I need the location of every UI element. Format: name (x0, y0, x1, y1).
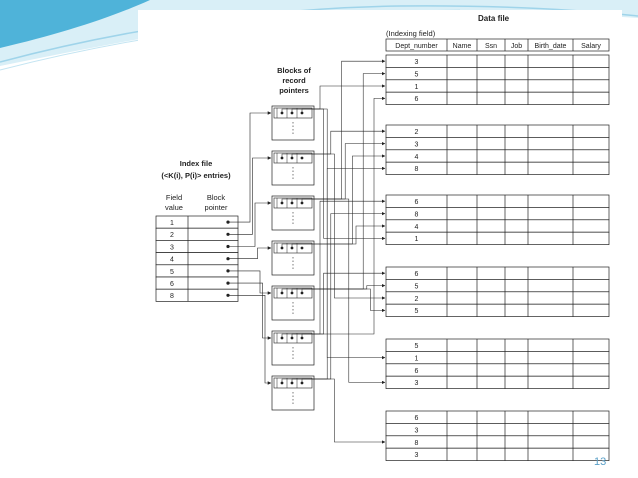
data-file-block (386, 339, 609, 389)
record-pointer-block (272, 106, 314, 140)
index-file-title: Index file (179, 159, 213, 168)
index-to-block-arrow (228, 295, 271, 383)
index-field-value: 2 (170, 232, 174, 240)
index-entry-row (156, 289, 238, 301)
data-file-block (386, 55, 609, 105)
data-record-row (386, 267, 609, 279)
index-entry-row (156, 265, 238, 277)
index-entry-row (156, 240, 238, 252)
dept-number-value: 2 (414, 295, 419, 303)
data-file-column-header: Birth_date (534, 43, 567, 50)
dept-number-value: 5 (414, 283, 419, 291)
block-pointer-header-1: Block (206, 193, 226, 202)
index-entry-row (156, 277, 238, 289)
dept-number-value: 5 (414, 71, 419, 79)
data-record-row (386, 304, 609, 316)
index-field-value: 8 (170, 293, 174, 301)
data-record-row (386, 137, 609, 149)
dept-number-value: 1 (414, 236, 419, 244)
dept-number-value: 4 (414, 223, 419, 231)
data-record-row (386, 364, 609, 376)
dept-number-value: 6 (414, 415, 419, 422)
index-file-entries: (<K(i), P(i)> entries) (161, 171, 231, 180)
dept-number-value: 3 (414, 452, 419, 460)
data-record-row (386, 67, 609, 79)
record-pointer-block (272, 376, 314, 410)
blocks-title-3: pointers (279, 86, 309, 95)
dept-number-value: 8 (414, 211, 419, 219)
data-file-column-header: Name (452, 43, 472, 50)
blocks-title-1: Blocks of (277, 66, 311, 75)
index-entry-row (156, 216, 238, 228)
dept-number-value: 5 (414, 308, 419, 316)
field-value-header-1: Field (165, 193, 183, 202)
dept-number-value: 6 (414, 96, 419, 104)
data-record-row (386, 351, 609, 363)
data-file-block (386, 267, 609, 317)
data-record-row (386, 92, 609, 104)
field-value-header-2: value (165, 203, 183, 212)
record-pointer-arrow (302, 109, 385, 358)
dept-number-value: 1 (414, 83, 419, 91)
indexing-field-label: (Indexing field) (386, 29, 436, 38)
data-record-row (386, 423, 609, 435)
index-field-value: 5 (170, 268, 174, 276)
dept-number-value: 8 (414, 166, 419, 174)
page-number: 13 (594, 456, 607, 468)
data-record-row (386, 411, 609, 423)
dept-number-value: 4 (414, 153, 419, 161)
block-pointer-header-2: pointer (204, 203, 228, 212)
data-record-row (386, 125, 609, 137)
data-record-row (386, 339, 609, 351)
data-record-row (386, 207, 609, 219)
dept-number-value: 8 (414, 439, 419, 447)
diagram-canvas (138, 10, 622, 468)
record-pointer-arrow (302, 379, 385, 442)
dept-number-value: 1 (414, 355, 419, 363)
data-file (386, 39, 609, 461)
record-pointer-block (272, 331, 314, 365)
dept-number-value: 3 (414, 141, 419, 149)
indexing-diagram (138, 10, 622, 468)
data-record-row (386, 436, 609, 448)
record-pointer-block (272, 196, 314, 230)
record-pointer-arrow (302, 273, 385, 338)
data-record-row (386, 376, 609, 388)
data-file-block (386, 195, 609, 245)
index-field-value: 4 (170, 256, 174, 264)
record-pointer-block (272, 241, 314, 275)
dept-number-value: 3 (414, 380, 419, 388)
data-record-row (386, 162, 609, 174)
data-record-row (386, 220, 609, 232)
index-field-value: 1 (170, 220, 174, 227)
data-record-row (386, 55, 609, 67)
record-pointer-arrow (302, 289, 385, 310)
blocks-title-2: record (282, 76, 306, 85)
dept-number-value: 5 (414, 343, 419, 350)
record-pointer-arrow (302, 199, 385, 382)
index-entry-row (156, 253, 238, 265)
index-file-table (156, 216, 238, 301)
index-field-value: 6 (170, 281, 174, 288)
data-file-column-header: Salary (581, 43, 601, 50)
data-record-row (386, 80, 609, 92)
data-record-row (386, 292, 609, 304)
dept-number-value: 6 (414, 367, 419, 375)
index-entry-row (156, 228, 238, 240)
data-file-block (386, 125, 609, 175)
record-pointer-blocks (272, 106, 314, 410)
data-record-row (386, 150, 609, 162)
record-pointer-block (272, 286, 314, 320)
record-pointer-dot (301, 157, 304, 160)
data-record-row (386, 232, 609, 244)
dept-number-value: 2 (414, 129, 419, 136)
data-file-column-header: Dept_number (395, 43, 438, 50)
data-record-row (386, 448, 609, 460)
data-file-column-header: Ssn (484, 43, 498, 50)
dept-number-value: 6 (414, 199, 419, 206)
data-record-row (386, 279, 609, 291)
dept-number-value: 3 (414, 59, 419, 66)
record-pointer-dot (301, 247, 304, 250)
data-file-title: Data file (478, 14, 510, 23)
data-file-block (386, 411, 609, 461)
dept-number-value: 6 (414, 271, 419, 278)
record-pointer-block (272, 151, 314, 185)
index-field-value: 3 (170, 244, 174, 252)
dept-number-value: 3 (414, 427, 419, 435)
data-record-row (386, 195, 609, 207)
data-file-column-header: Job (510, 43, 523, 50)
